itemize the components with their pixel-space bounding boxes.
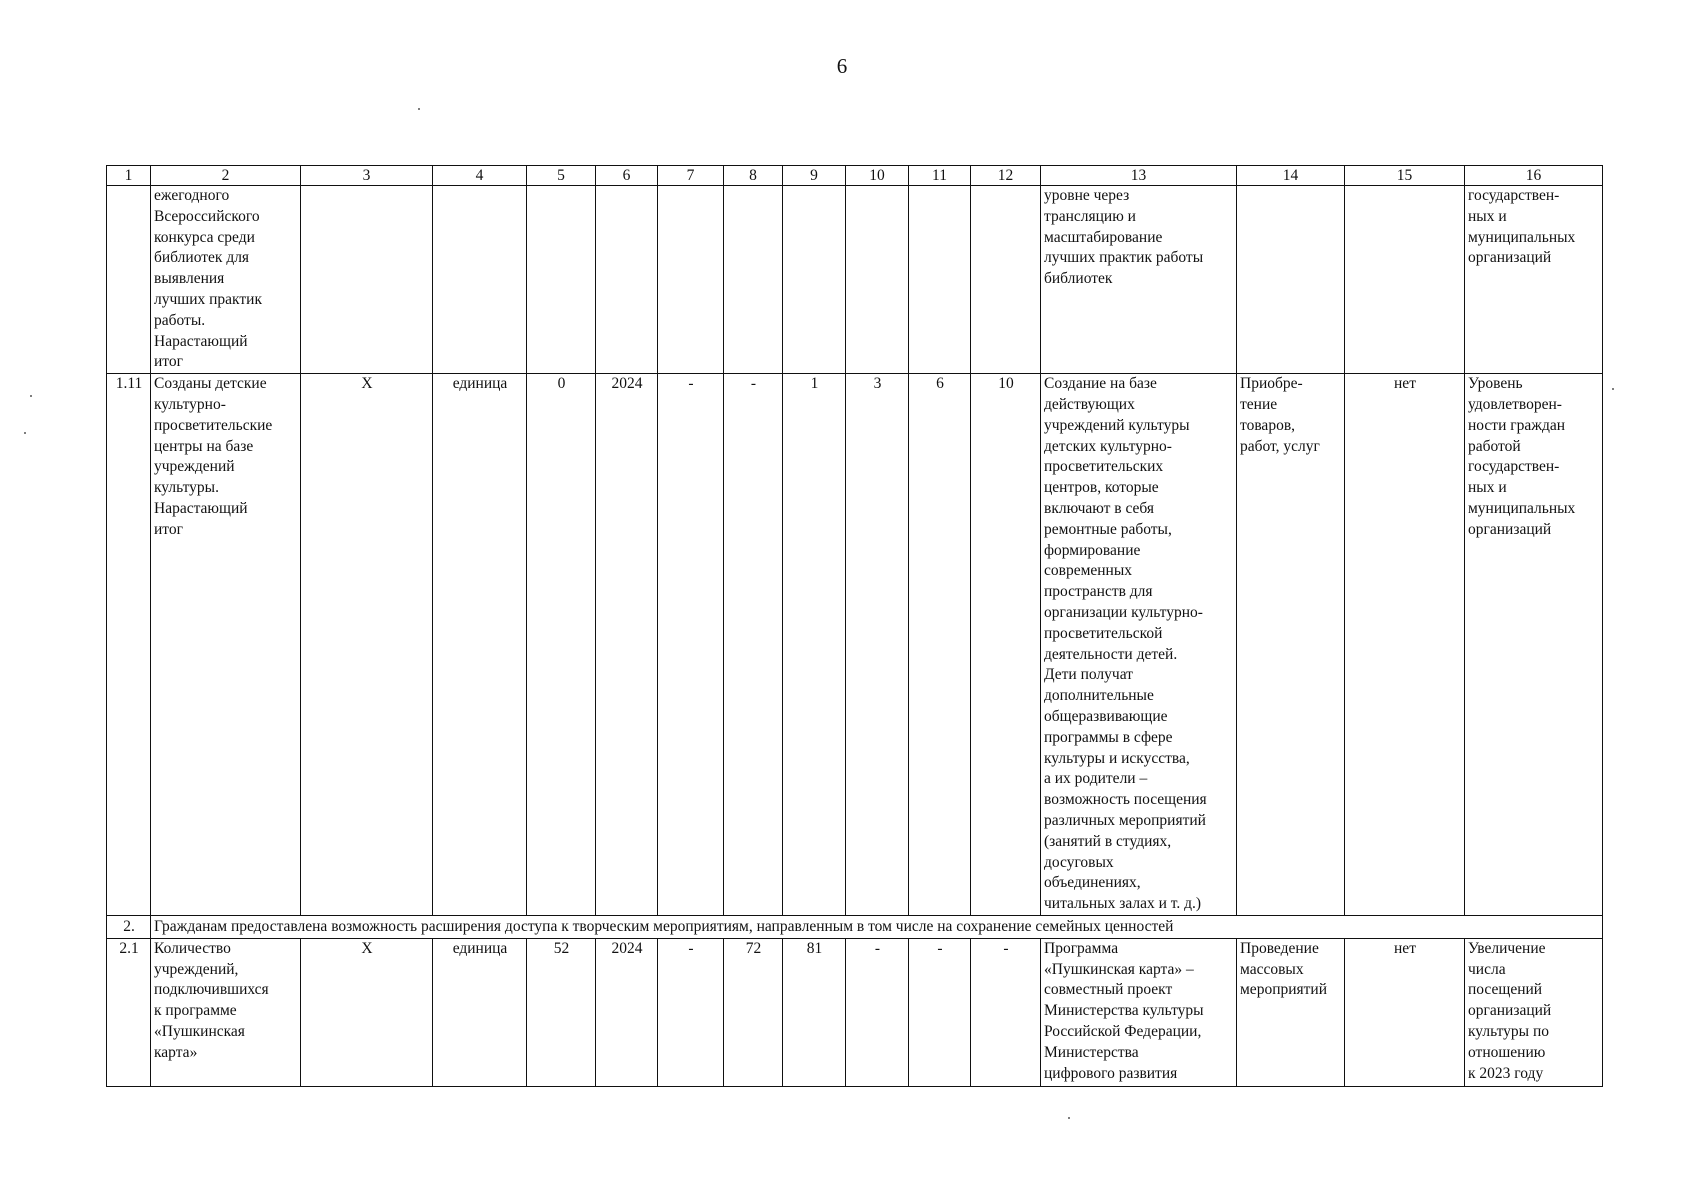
cell-col16: государствен- ных и муниципальных организаций xyxy=(1465,186,1603,374)
header-cell: 14 xyxy=(1237,166,1345,186)
cell-indicator-name: ежегодного Всероссийского конкурса среди библиотек для выявления лучших практик работы. Нарастающий итог xyxy=(151,186,301,374)
header-cell: 2 xyxy=(151,166,301,186)
header-cell: 3 xyxy=(301,166,433,186)
cell-indicator-name: Созданы детские культурно- просветительские центры на базе учреждений культуры. Нарастающий итог xyxy=(151,374,301,916)
cell-number: 2.1 xyxy=(107,938,151,1086)
cell-base-year xyxy=(596,186,658,374)
cell-description: Создание на базе действующих учреждений культуры детских культурно- просветительских центров, которые включают в себя ремонтные работы, формирование современных пространств для организации культурно- просветительской деятельности детей. Дети получат дополнительные общеразвивающие программы в сфере культуры и искусства, а их родители – возможность посещения различных мероприятий (занятий в студиях, досуговых объединениях, читальных залах и т. д.) xyxy=(1041,374,1237,916)
cell-col15 xyxy=(1345,186,1465,374)
cell-number xyxy=(107,186,151,374)
cell-col8: 72 xyxy=(724,938,783,1086)
cell-col14: Проведение массовых мероприятий xyxy=(1237,938,1345,1086)
header-cell: 4 xyxy=(433,166,527,186)
cell-col3: X xyxy=(301,938,433,1086)
cell-col9: 1 xyxy=(783,374,846,916)
header-cell: 15 xyxy=(1345,166,1465,186)
cell-col9 xyxy=(783,186,846,374)
cell-base-value: 52 xyxy=(527,938,596,1086)
cell-col10: 3 xyxy=(846,374,909,916)
cell-col10 xyxy=(846,186,909,374)
cell-description: Программа «Пушкинская карта» – совместный проект Министерства культуры Российской Федерации, Министерства цифрового развития xyxy=(1041,938,1237,1086)
cell-col11: 6 xyxy=(909,374,971,916)
cell-base-value xyxy=(527,186,596,374)
scan-speck xyxy=(24,432,26,434)
header-cell: 5 xyxy=(527,166,596,186)
header-cell: 6 xyxy=(596,166,658,186)
cell-col11: - xyxy=(909,938,971,1086)
cell-col12 xyxy=(971,186,1041,374)
cell-col9: 81 xyxy=(783,938,846,1086)
cell-unit: единица xyxy=(433,374,527,916)
cell-col12: 10 xyxy=(971,374,1041,916)
scan-speck xyxy=(1612,388,1614,390)
cell-col14 xyxy=(1237,186,1345,374)
indicators-table xyxy=(106,165,1603,1087)
cell-col3 xyxy=(301,186,433,374)
cell-col8 xyxy=(724,186,783,374)
cell-base-year: 2024 xyxy=(596,374,658,916)
cell-col16: Уровень удовлетворен- ности граждан работой государствен- ных и муниципальных организаций xyxy=(1465,374,1603,916)
page-number: 6 xyxy=(836,54,848,78)
cell-col7: - xyxy=(658,374,724,916)
section-row-2 xyxy=(107,915,1603,938)
cell-col16: Увеличение числа посещений организаций культуры по отношению к 2023 году xyxy=(1465,938,1603,1086)
section-number: 2. xyxy=(107,915,151,938)
header-cell: 1 xyxy=(107,166,151,186)
cell-col3: X xyxy=(301,374,433,916)
scan-speck xyxy=(30,395,32,397)
cell-col7 xyxy=(658,186,724,374)
cell-col11 xyxy=(909,186,971,374)
header-row xyxy=(107,166,1603,186)
header-cell: 12 xyxy=(971,166,1041,186)
scan-speck xyxy=(1068,1117,1070,1119)
table-row-2-1 xyxy=(107,938,1603,1086)
cell-col15: нет xyxy=(1345,374,1465,916)
cell-indicator-name: Количество учреждений, подключившихся к программе «Пушкинская карта» xyxy=(151,938,301,1086)
cell-col14: Приобре- тение товаров, работ, услуг xyxy=(1237,374,1345,916)
header-cell: 13 xyxy=(1041,166,1237,186)
cell-base-value: 0 xyxy=(527,374,596,916)
cell-base-year: 2024 xyxy=(596,938,658,1086)
cell-description: уровне через трансляцию и масштабирование лучших практик работы библиотек xyxy=(1041,186,1237,374)
header-cell: 9 xyxy=(783,166,846,186)
header-cell: 7 xyxy=(658,166,724,186)
header-cell: 16 xyxy=(1465,166,1603,186)
header-cell: 10 xyxy=(846,166,909,186)
cell-col7: - xyxy=(658,938,724,1086)
table-row-1-11 xyxy=(107,374,1603,916)
header-cell: 11 xyxy=(909,166,971,186)
scan-speck xyxy=(418,108,420,110)
cell-col10: - xyxy=(846,938,909,1086)
cell-col15: нет xyxy=(1345,938,1465,1086)
header-cell: 8 xyxy=(724,166,783,186)
cell-unit xyxy=(433,186,527,374)
cell-unit: единица xyxy=(433,938,527,1086)
table-row-continuation xyxy=(107,186,1603,374)
cell-number: 1.11 xyxy=(107,374,151,916)
cell-col12: - xyxy=(971,938,1041,1086)
section-title: Гражданам предоставлена возможность расширения доступа к творческим мероприятиям, направленным в том числе на сохранение семейных ценностей xyxy=(151,915,1603,938)
cell-col8: - xyxy=(724,374,783,916)
